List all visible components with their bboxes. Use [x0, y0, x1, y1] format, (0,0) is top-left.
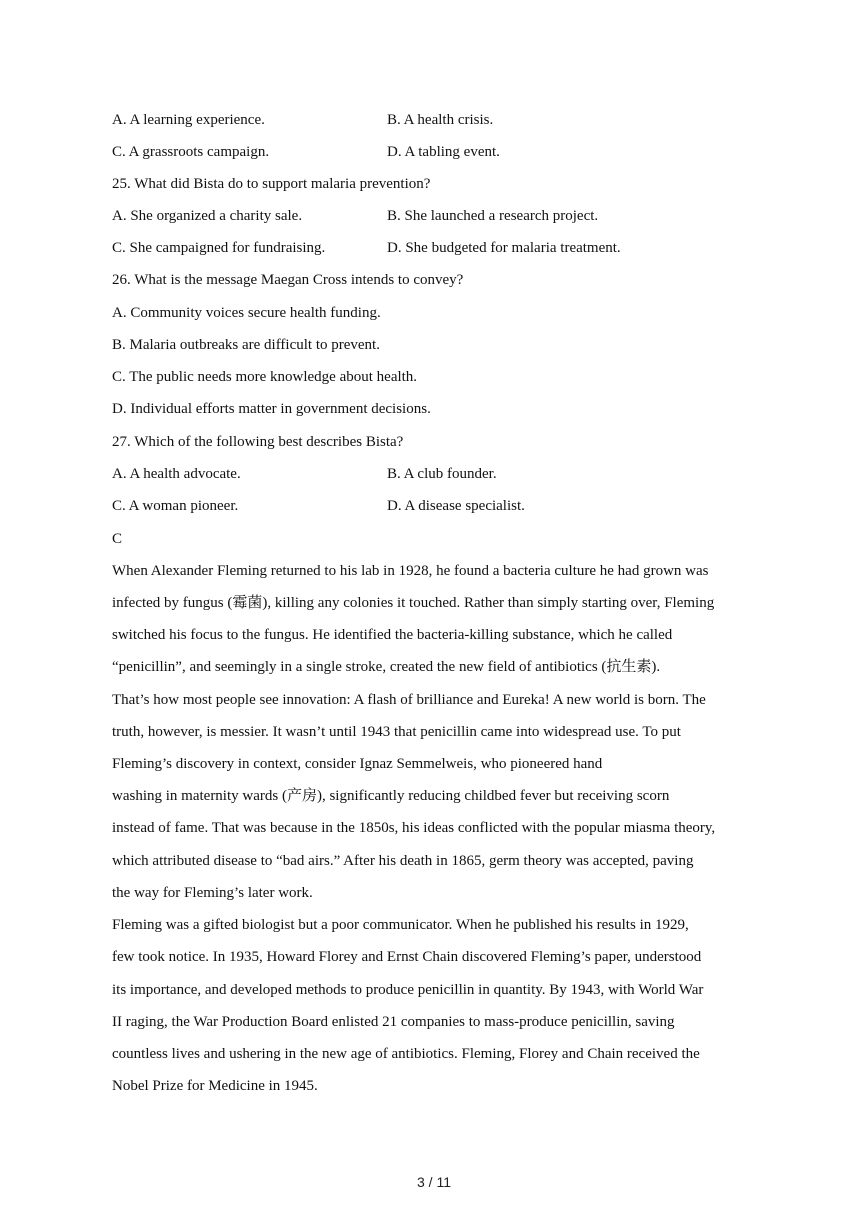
q25-question: 25. What did Bista do to support malaria prevention? — [112, 176, 431, 192]
q27-option-a: A. A health advocate. — [112, 466, 241, 482]
q24-option-b: B. A health crisis. — [387, 112, 494, 128]
q27-option-b: B. A club founder. — [387, 466, 497, 482]
q26-option-b: B. Malaria outbreaks are difficult to prevent. — [112, 337, 380, 353]
q25-option-b: B. She launched a research project. — [387, 208, 599, 224]
passage-line: which attributed disease to “bad airs.” After his death in 1865, germ theory was accepted, paving — [112, 853, 694, 869]
q27-option-c: C. A woman pioneer. — [112, 498, 239, 514]
passage-line: the way for Fleming’s later work. — [112, 885, 313, 901]
passage-line: Nobel Prize for Medicine in 1945. — [112, 1078, 318, 1094]
passage-line: washing in maternity wards (产房), significantly reducing childbed fever but receiving scorn — [112, 788, 670, 804]
q24-option-c: C. A grassroots campaign. — [112, 144, 270, 160]
q26-option-d: D. Individual efforts matter in government decisions. — [112, 401, 431, 417]
passage-line: Fleming’s discovery in context, consider Ignaz Semmelweis, who pioneered hand — [112, 756, 603, 772]
passage-line: When Alexander Fleming returned to his lab in 1928, he found a bacteria culture he had grown was — [112, 563, 709, 579]
page-number: 3 / 11 — [417, 1174, 451, 1190]
section-c-heading: C — [112, 531, 123, 547]
q24-option-a: A. A learning experience. — [112, 112, 265, 128]
passage-line: few took notice. In 1935, Howard Florey and Ernst Chain discovered Fleming’s paper, understood — [112, 949, 702, 965]
passage-line: That’s how most people see innovation: A flash of brilliance and Eureka! A new world is born. The — [112, 692, 706, 708]
q25-option-d: D. She budgeted for malaria treatment. — [387, 240, 621, 256]
passage-line: switched his focus to the fungus. He identified the bacteria-killing substance, which he called — [112, 627, 673, 643]
q25-option-a: A. She organized a charity sale. — [112, 208, 303, 224]
q26-option-c: C. The public needs more knowledge about health. — [112, 369, 418, 385]
passage-line: instead of fame. That was because in the 1850s, his ideas conflicted with the popular miasma theory, — [112, 820, 716, 836]
passage-line: Fleming was a gifted biologist but a poor communicator. When he published his results in 1929, — [112, 917, 689, 933]
q26-question: 26. What is the message Maegan Cross intends to convey? — [112, 272, 464, 288]
passage-line: infected by fungus (霉菌), killing any colonies it touched. Rather than simply starting over, Fleming — [112, 595, 715, 611]
passage-line: II raging, the War Production Board enlisted 21 companies to mass-produce penicillin, saving — [112, 1014, 675, 1030]
passage-line: its importance, and developed methods to produce penicillin in quantity. By 1943, with World War — [112, 982, 704, 998]
q24-option-d: D. A tabling event. — [387, 144, 500, 160]
q26-option-a: A. Community voices secure health funding. — [112, 305, 381, 321]
passage-line: “penicillin”, and seemingly in a single stroke, created the new field of antibiotics (抗生素). — [112, 659, 661, 675]
q27-option-d: D. A disease specialist. — [387, 498, 525, 514]
passage-line: countless lives and ushering in the new age of antibiotics. Fleming, Florey and Chain received the — [112, 1046, 700, 1062]
passage-line: truth, however, is messier. It wasn’t until 1943 that penicillin came into widespread use. To put — [112, 724, 681, 740]
q25-option-c: C. She campaigned for fundraising. — [112, 240, 326, 256]
q27-question: 27. Which of the following best describes Bista? — [112, 434, 404, 450]
